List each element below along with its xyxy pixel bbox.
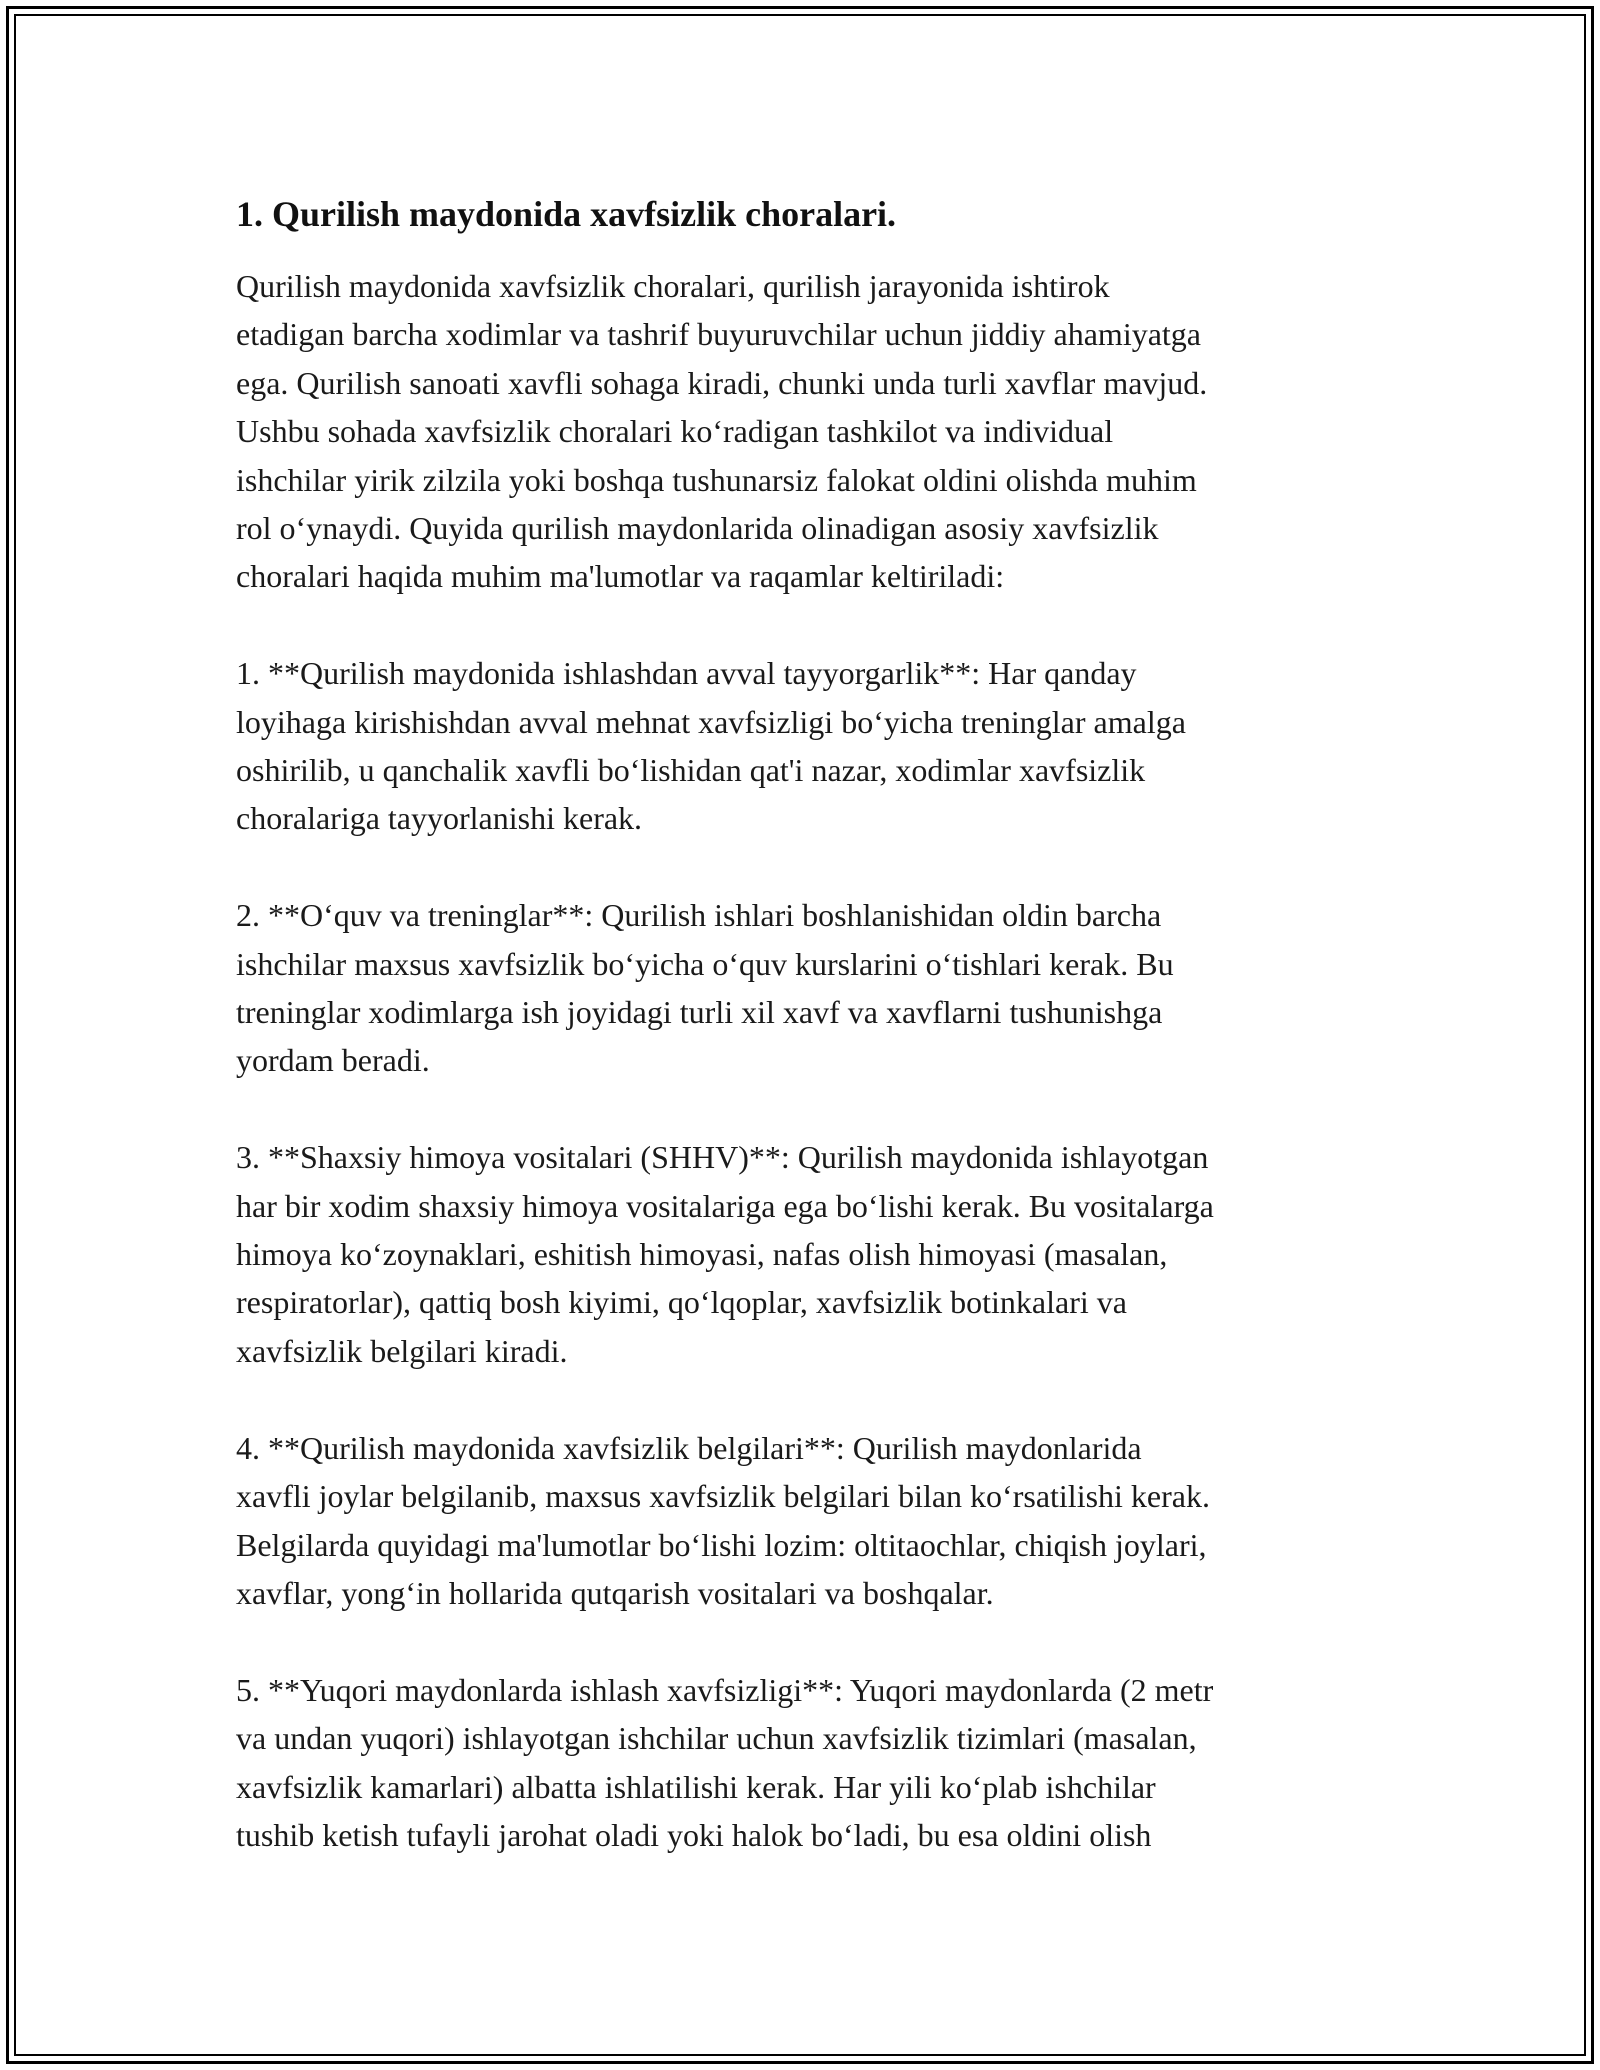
text-line: Belgilarda quyidagi ma'lumotlar bo‘lishi lozim: oltitaochlar, chiqish joylari, xyxy=(236,1526,1207,1563)
document-body xyxy=(236,190,1376,1908)
text-line: oshirilib, u qanchalik xavfli bo‘lishidan qat'i nazar, xodimlar xavfsizlik xyxy=(236,752,1146,789)
text-line: loyihaga kirishishdan avval mehnat xavfsizligi bo‘yicha treninglar amalga xyxy=(236,703,1186,740)
paragraph-item-1 xyxy=(236,649,1376,843)
text-line: choralari haqida muhim ma'lumotlar va raqamlar keltiriladi: xyxy=(236,558,1005,595)
text-line: xavfsizlik belgilari kiradi. xyxy=(236,1332,568,1369)
paragraph-item-3 xyxy=(236,1133,1376,1375)
text-line: xavflar, yong‘in hollarida qutqarish vositalari va boshqalar. xyxy=(236,1574,994,1611)
text-line: 4. **Qurilish maydonida xavfsizlik belgilari**: Qurilish maydonlarida xyxy=(236,1429,1142,1466)
text-line: respiratorlar), qattiq bosh kiyimi, qo‘lqoplar, xavfsizlik botinkalari va xyxy=(236,1284,1127,1321)
paragraph-item-5 xyxy=(236,1666,1376,1860)
text-line: treninglar xodimlarga ish joyidagi turli xil xavf va xavflarni tushunishga xyxy=(236,994,1163,1031)
paragraph-item-4 xyxy=(236,1424,1376,1618)
text-line: va undan yuqori) ishlayotgan ishchilar uchun xavfsizlik tizimlari (masalan, xyxy=(236,1720,1197,1757)
text-line: xavfli joylar belgilanib, maxsus xavfsizlik belgilari bilan ko‘rsatilishi kerak. xyxy=(236,1478,1210,1515)
text-line: himoya ko‘zoynaklari, eshitish himoyasi, nafas olish himoyasi (masalan, xyxy=(236,1236,1168,1273)
text-line: Ushbu sohada xavfsizlik choralari ko‘radigan tashkilot va individual xyxy=(236,413,1114,450)
text-line: Qurilish maydonida xavfsizlik choralari, qurilish jarayonida ishtirok xyxy=(236,268,1110,304)
text-line: choralariga tayyorlanishi kerak. xyxy=(236,800,643,837)
text-line: tushib ketish tufayli jarohat oladi yoki halok bo‘ladi, bu esa oldini olish xyxy=(236,1816,1152,1853)
text-line: 1. **Qurilish maydonida ishlashdan avval tayyorgarlik**: Har qanday xyxy=(236,655,1137,692)
text-line: 3. **Shaxsiy himoya vositalari (SHHV)**: Qurilish maydonida ishlayotgan xyxy=(236,1139,1209,1176)
text-line: rol o‘ynaydi. Quyida qurilish maydonlarida olinadigan asosiy xavfsizlik xyxy=(236,510,1159,547)
paragraph-intro xyxy=(236,262,1376,601)
text-line: yordam beradi. xyxy=(236,1042,430,1079)
text-line: xavfsizlik kamarlari) albatta ishlatilishi kerak. Har yili ko‘plab ishchilar xyxy=(236,1768,1156,1805)
text-line: etadigan barcha xodimlar va tashrif buyuruvchilar uchun jiddiy ahamiyatga xyxy=(236,316,1201,353)
section-heading: 1. Qurilish maydonida xavfsizlik choralari. xyxy=(236,194,897,234)
text-line: ishchilar yirik zilzila yoki boshqa tushunarsiz falokat oldini olishda muhim xyxy=(236,461,1197,498)
text-line: 5. **Yuqori maydonlarda ishlash xavfsizligi**: Yuqori maydonlarda (2 metr xyxy=(236,1671,1214,1708)
text-line: ishchilar maxsus xavfsizlik bo‘yicha o‘quv kurslarini o‘tishlari kerak. Bu xyxy=(236,945,1174,982)
text-line: har bir xodim shaxsiy himoya vositalariga ega bo‘lishi kerak. Bu vositalarga xyxy=(236,1187,1214,1224)
paragraph-item-2 xyxy=(236,891,1376,1085)
text-line: ega. Qurilish sanoati xavfli sohaga kiradi, chunki unda turli xavflar mavjud. xyxy=(236,364,1208,401)
text-line: 2. **O‘quv va treninglar**: Qurilish ishlari boshlanishidan oldin barcha xyxy=(236,897,1162,934)
